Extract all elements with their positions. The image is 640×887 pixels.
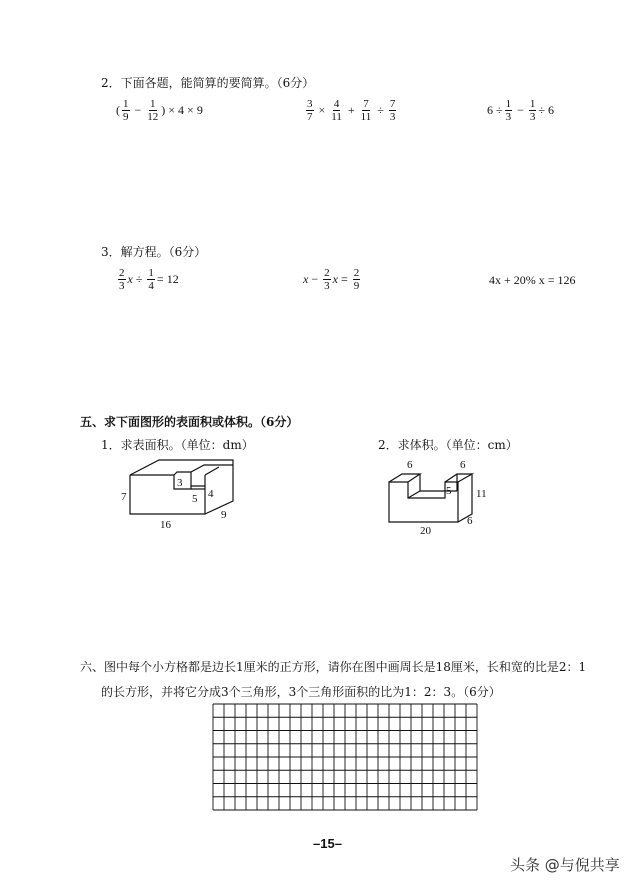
section5-heading: 五、求下面图形的表面积或体积。（6分） bbox=[80, 415, 299, 429]
fraction: $\frac{1}{12}$ bbox=[147, 98, 159, 123]
dim-11: 11 bbox=[476, 488, 487, 500]
expr-rest: ) × 4 × 9 bbox=[161, 103, 203, 117]
dim-6-left: 6 bbox=[407, 459, 413, 471]
figure-2-solid bbox=[382, 452, 497, 537]
q2-heading: 2．下面各题，能简算的要简算。（6分） bbox=[101, 76, 315, 90]
q3-heading: 3．解方程。（6分） bbox=[101, 245, 207, 259]
section5-p2-label: 2．求体积。（单位：cm） bbox=[378, 438, 518, 452]
operator: = bbox=[340, 272, 348, 286]
fraction: $\frac{2}{3}$ bbox=[324, 267, 330, 292]
dim-20: 20 bbox=[420, 525, 431, 537]
operator: + bbox=[347, 103, 355, 117]
q2-expr3 bbox=[487, 98, 554, 123]
fraction: $\frac{2}{9}$ bbox=[353, 267, 360, 292]
dim-6-depth: 6 bbox=[467, 515, 473, 527]
variable: x bbox=[332, 272, 338, 286]
expr-rest: = 12 bbox=[156, 272, 179, 286]
q3-eq2 bbox=[303, 267, 362, 292]
variable: x bbox=[127, 272, 133, 286]
expr-start: 6 ÷ bbox=[487, 103, 503, 117]
variable: x bbox=[303, 272, 309, 286]
dim-16: 16 bbox=[160, 519, 171, 531]
paren: ( bbox=[116, 103, 120, 117]
fraction: $\frac{3}{7}$ bbox=[307, 98, 313, 123]
fraction: $\frac{7}{11}$ bbox=[360, 98, 372, 123]
square-grid[interactable] bbox=[212, 703, 478, 811]
q3-eq1 bbox=[116, 267, 179, 292]
section6-line2: 的长方形，并将它分成3个三角形，3个三角形面积的比为1：2：3。（6分） bbox=[101, 685, 501, 699]
dim-5: 5 bbox=[446, 485, 452, 497]
dim-7: 7 bbox=[121, 491, 127, 503]
fraction: $\frac{7}{3}$ bbox=[389, 98, 396, 123]
fraction: $\frac{1}{4}$ bbox=[148, 267, 154, 292]
fraction: $\frac{1}{3}$ bbox=[505, 98, 512, 123]
operator: − bbox=[134, 103, 142, 117]
expr-rest: ÷ 6 bbox=[538, 103, 554, 117]
page-number: –15– bbox=[313, 836, 342, 851]
fraction: $\frac{1}{3}$ bbox=[529, 98, 536, 123]
figure-1-solid bbox=[110, 458, 250, 533]
fraction: $\frac{4}{11}$ bbox=[331, 98, 342, 123]
q2-expr2 bbox=[304, 98, 398, 123]
dim-6-right: 6 bbox=[460, 459, 466, 471]
section6-line1: 六、图中每个小方格都是边长1厘米的正方形，请你在图中画周长是18厘米，长和宽的比是2：1 bbox=[80, 660, 587, 674]
watermark: 头条 @与倪共享 bbox=[510, 856, 620, 874]
section5-p1-label: 1．求表面积。（单位：dm） bbox=[101, 438, 254, 452]
fraction: $\frac{1}{9}$ bbox=[123, 98, 129, 123]
operator: − bbox=[517, 103, 524, 117]
q3-eq3 bbox=[489, 273, 576, 288]
dim-3: 3 bbox=[177, 477, 183, 489]
dim-5: 5 bbox=[192, 493, 198, 505]
operator: ÷ bbox=[377, 103, 384, 117]
operator: × bbox=[318, 103, 326, 117]
q2-expr1 bbox=[116, 98, 203, 123]
dim-4: 4 bbox=[208, 488, 214, 500]
operator: ÷ bbox=[135, 272, 143, 286]
equation-text: 4x + 20% x = 126 bbox=[489, 273, 576, 287]
dim-9: 9 bbox=[221, 509, 227, 521]
operator: − bbox=[311, 272, 319, 286]
fraction: $\frac{2}{3}$ bbox=[119, 267, 125, 292]
